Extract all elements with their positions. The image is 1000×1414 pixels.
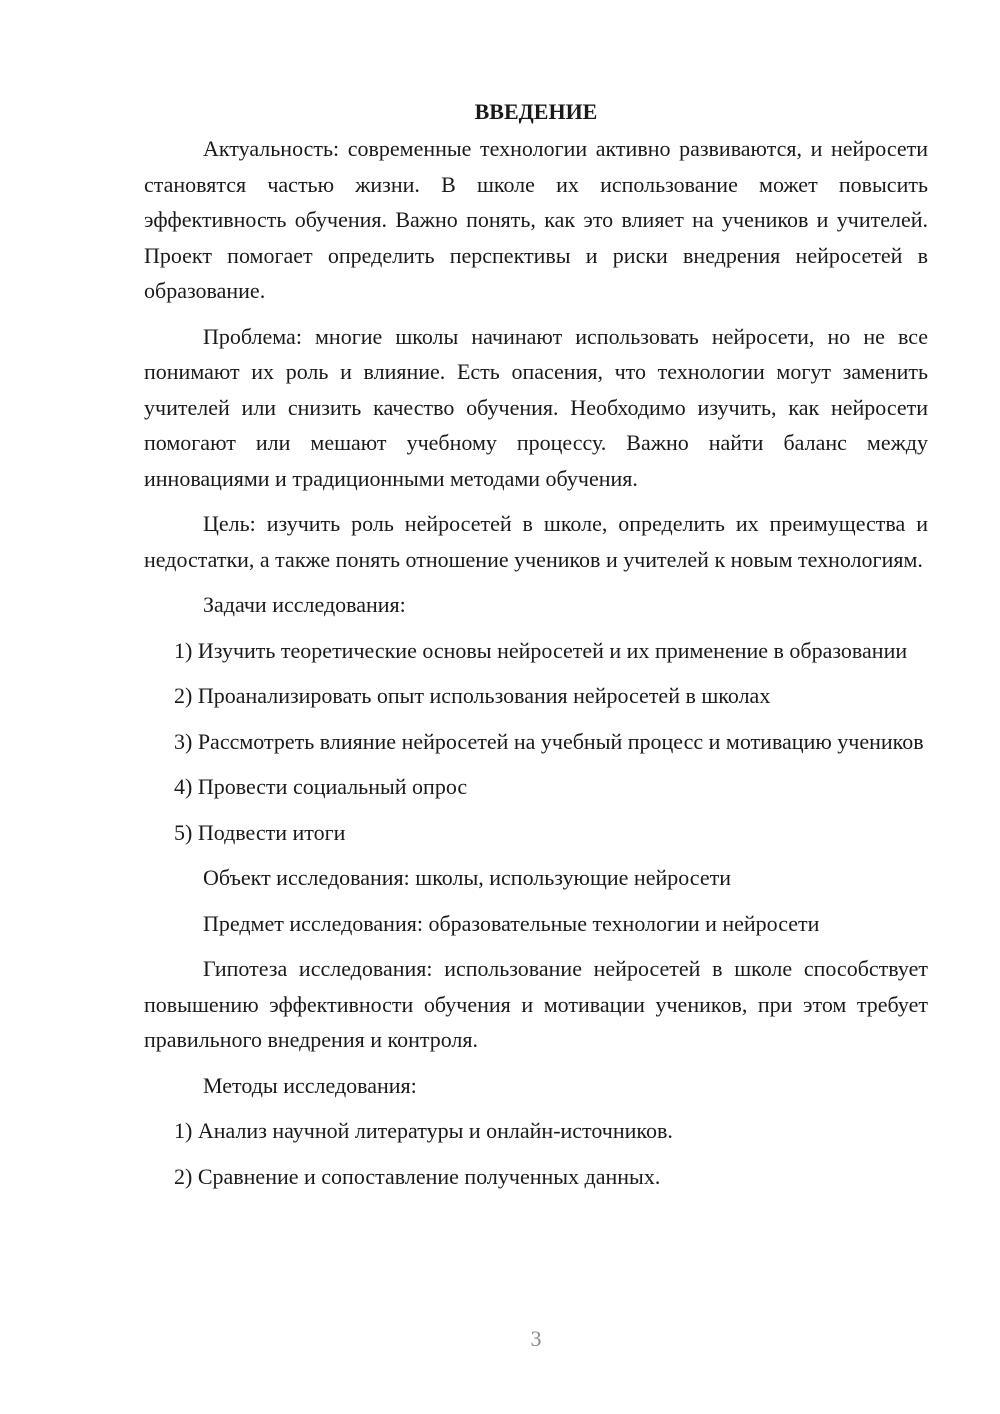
problem-paragraph: Проблема: многие школы начинают использовать нейросети, но не все понимают их роль и влияние. Есть опасения, что технологии могут заменить учителей или снизить качество обучения. Необходимо изучить, как нейросети помогают или мешают учебному процессу. Важно найти баланс между инновациями и традиционными методами обучения.	[144, 323, 928, 491]
task-item: 3) Рассмотреть влияние нейросетей на учебный процесс и мотивацию учеников	[174, 728, 924, 754]
task-item: 4) Провести социальный опрос	[174, 774, 468, 799]
section-title: ВВЕДЕНИЕ	[474, 99, 598, 124]
tasks-heading: Задачи исследования:	[203, 592, 406, 617]
methods-heading: Методы исследования:	[203, 1072, 417, 1098]
relevance-paragraph: Актуальность: современные технологии активно развиваются, и нейросети становятся частью жизни. В школе их использование может повысить эффективность обучения. Важно понять, как это влияет на учеников и учителей. Проект помогает определить перспективы и риски внедрения нейросетей в образование.	[144, 136, 928, 303]
page-number: 3	[530, 1326, 542, 1351]
task-item: 1) Изучить теоретические основы нейросетей и их применение в образовании	[174, 637, 908, 663]
task-item: 2) Проанализировать опыт использования нейросетей в школах	[174, 683, 771, 708]
task-item: 5) Подвести итоги	[174, 819, 346, 845]
research-subject: Предмет исследования: образовательные технологии и нейросети	[203, 910, 820, 936]
document-page	[144, 94, 928, 1204]
method-item: 1) Анализ научной литературы и онлайн-источников.	[174, 1118, 673, 1143]
research-object: Объект исследования: школы, использующие нейросети	[203, 865, 731, 890]
method-item: 2) Сравнение и сопоставление полученных данных.	[174, 1163, 661, 1189]
goal-paragraph: Цель: изучить роль нейросетей в школе, определить их преимущества и недостатки, а также понять отношение учеников и учителей к новым технологиям.	[144, 511, 928, 572]
hypothesis-paragraph: Гипотеза исследования: использование нейросетей в школе способствует повышению эффективности обучения и мотивации учеников, при этом требует правильного внедрения и контроля.	[144, 956, 928, 1052]
